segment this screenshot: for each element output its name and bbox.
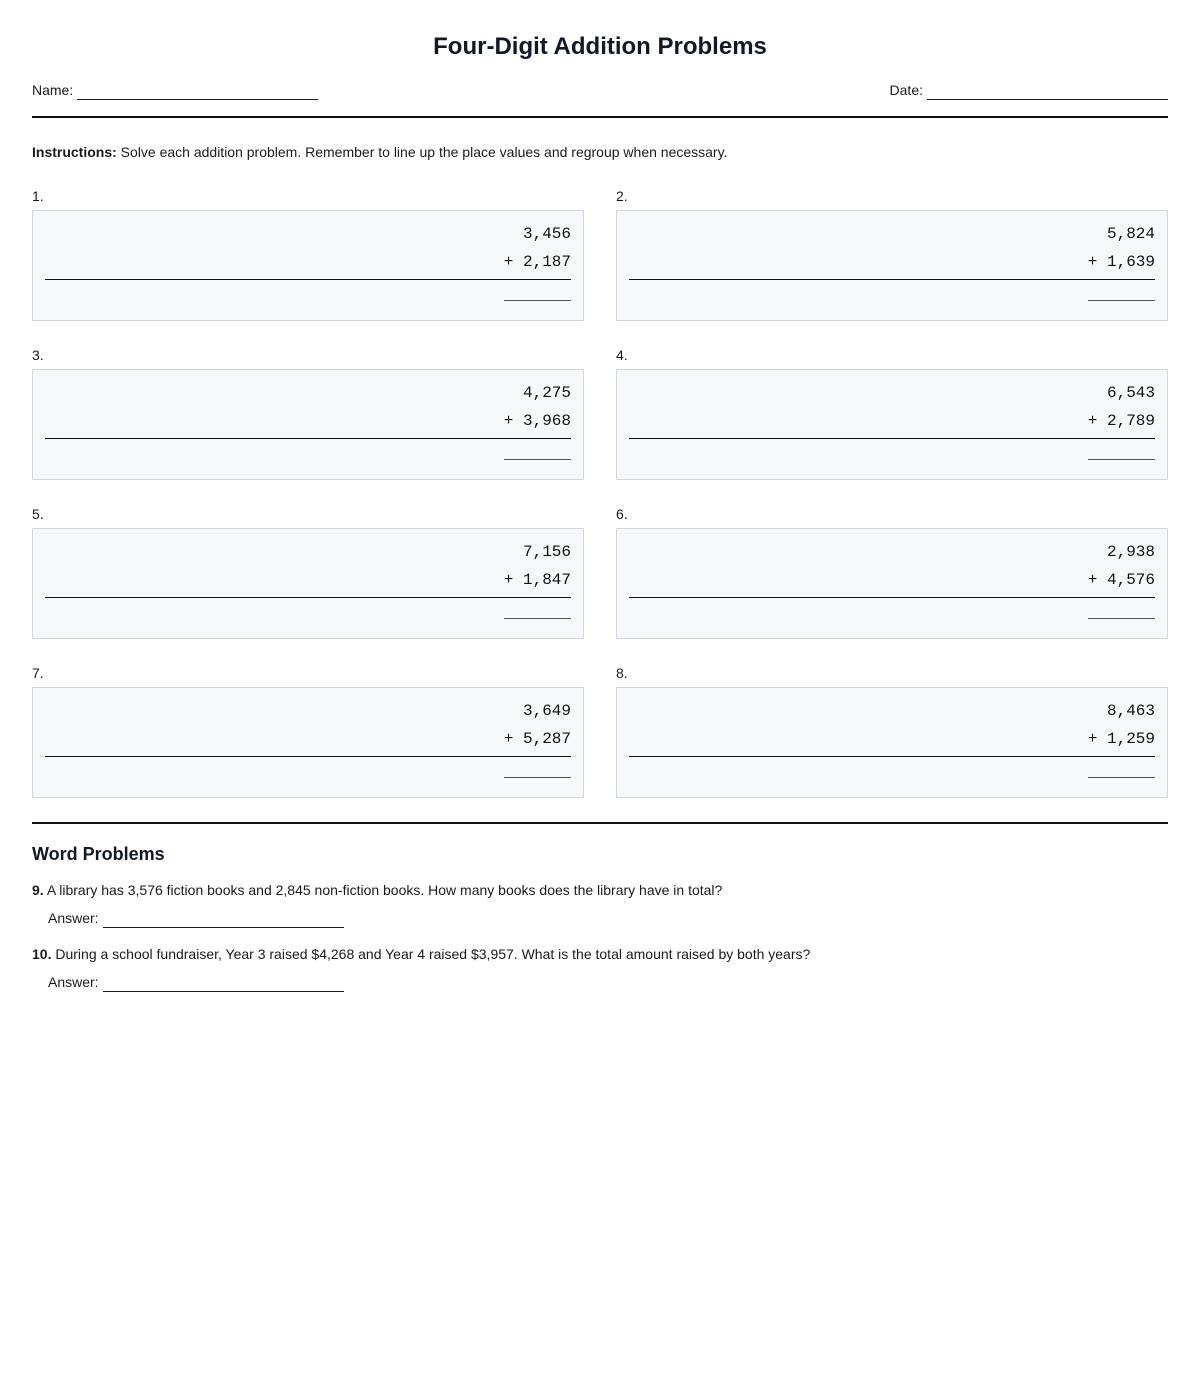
- problem-box: [32, 528, 584, 639]
- problem-number: 7.: [32, 665, 44, 681]
- problem-number: 1.: [32, 188, 44, 204]
- answer-blank[interactable]: [504, 777, 571, 778]
- problem-number: 5.: [32, 506, 44, 522]
- word-problem: [32, 944, 810, 964]
- answer-blank[interactable]: [504, 300, 571, 301]
- date-label: Date:: [889, 82, 923, 98]
- problem-box: [32, 687, 584, 798]
- addend-bottom: + 2,789: [1087, 412, 1155, 430]
- name-label: Name:: [32, 82, 74, 98]
- word-problem-number: 9.: [32, 882, 44, 898]
- problem-number: 3.: [32, 347, 44, 363]
- answer-field: [48, 972, 344, 992]
- word-problem: [32, 880, 722, 900]
- answer-blank[interactable]: [1088, 777, 1155, 778]
- problem-number: 4.: [616, 347, 628, 363]
- addend-bottom: + 2,187: [503, 253, 571, 271]
- problem-number: 8.: [616, 665, 628, 681]
- date-blank[interactable]: [927, 82, 1168, 100]
- answer-blank[interactable]: [1088, 459, 1155, 460]
- word-problem-number: 10.: [32, 946, 52, 962]
- problem-number: 6.: [616, 506, 628, 522]
- answer-field: [48, 908, 344, 928]
- addend-top: 3,456: [522, 225, 571, 243]
- sum-line: [45, 279, 571, 280]
- sum-line: [45, 438, 571, 439]
- problem-box: [616, 210, 1168, 321]
- addend-bottom: + 3,968: [503, 412, 571, 430]
- addend-top: 5,824: [1106, 225, 1155, 243]
- problem-box: [32, 369, 584, 480]
- addend-top: 3,649: [522, 702, 571, 720]
- sum-line: [629, 279, 1155, 280]
- answer-blank[interactable]: [504, 618, 571, 619]
- addend-top: 7,156: [522, 543, 571, 561]
- sum-line: [629, 756, 1155, 757]
- header-divider: [32, 116, 1168, 118]
- problem-number: 2.: [616, 188, 628, 204]
- date-field: [890, 80, 1168, 100]
- problem-box: [616, 369, 1168, 480]
- problem-box: [616, 687, 1168, 798]
- answer-blank[interactable]: [103, 910, 344, 928]
- sum-line: [45, 756, 571, 757]
- answer-label: Answer:: [48, 910, 99, 926]
- word-problem-text: During a school fundraiser, Year 3 raised $4,268 and Year 4 raised $3,957. What is the total amount raised by both years?: [55, 946, 811, 962]
- name-blank[interactable]: [77, 82, 318, 100]
- answer-blank[interactable]: [504, 459, 571, 460]
- addend-bottom: + 4,576: [1087, 571, 1155, 589]
- addend-top: 4,275: [522, 384, 571, 402]
- addend-bottom: + 1,639: [1087, 253, 1155, 271]
- answer-blank[interactable]: [103, 974, 344, 992]
- sum-line: [45, 597, 571, 598]
- answer-label: Answer:: [48, 974, 99, 990]
- addend-bottom: + 5,287: [503, 730, 571, 748]
- problem-box: [32, 210, 584, 321]
- addend-bottom: + 1,259: [1087, 730, 1155, 748]
- instructions: [32, 142, 727, 162]
- instructions-text: Solve each addition problem. Remember to line up the place values and regroup when necessary.: [120, 144, 728, 160]
- instructions-label: Instructions:: [32, 144, 117, 160]
- addend-bottom: + 1,847: [503, 571, 571, 589]
- section-divider: [32, 822, 1168, 824]
- answer-blank[interactable]: [1088, 618, 1155, 619]
- answer-blank[interactable]: [1088, 300, 1155, 301]
- word-problem-text: A library has 3,576 fiction books and 2,845 non-fiction books. How many books does the library have in total?: [46, 882, 723, 898]
- sum-line: [629, 597, 1155, 598]
- problem-box: [616, 528, 1168, 639]
- addend-top: 6,543: [1106, 384, 1155, 402]
- page-title: Four-Digit Addition Problems: [433, 33, 767, 60]
- word-problems-title: Word Problems: [32, 844, 165, 864]
- addend-top: 8,463: [1106, 702, 1155, 720]
- sum-line: [629, 438, 1155, 439]
- name-field: [32, 80, 318, 100]
- addend-top: 2,938: [1106, 543, 1155, 561]
